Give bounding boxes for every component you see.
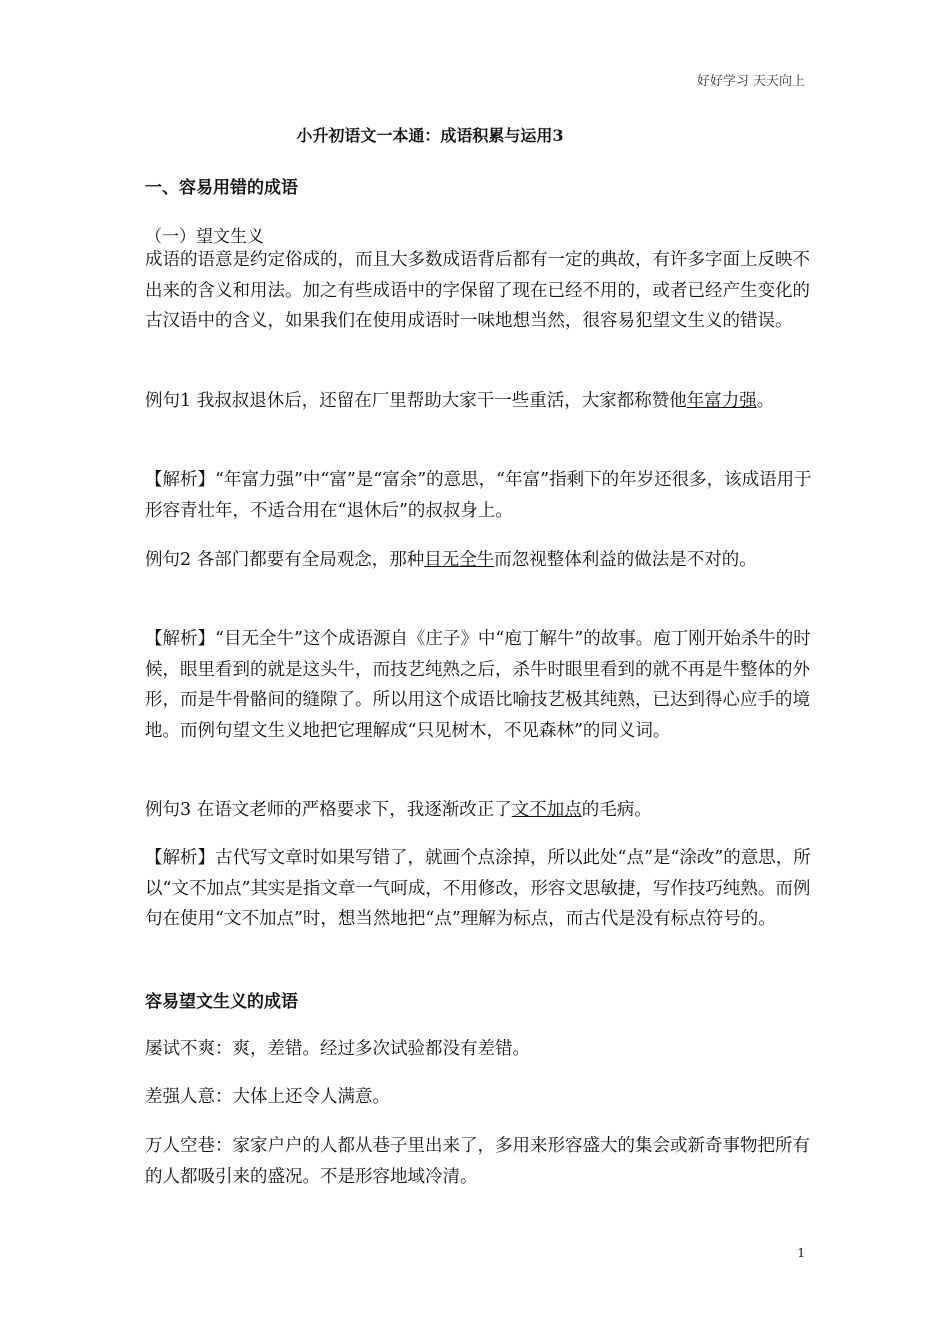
example-1-idiom: 年富力强 <box>686 391 757 411</box>
example-2-end: 而忽视整体利益的做法是不对的。 <box>494 550 757 570</box>
example-3 <box>145 795 815 826</box>
example-2 <box>145 545 815 576</box>
analysis-3: 【解析】古代写文章时如果写错了，就画个点涂掉，所以此处“点”是“涂改”的意思，所以“文不加点”其实是指文章一气呵成，不用修改，形容文思敏捷，写作技巧纯熟。而例句在使用“文不加点”时，想当然地把“点”理解为标点，而古代是没有标点符号的。 <box>145 848 811 929</box>
idiom-entry: 差强人意：大体上还令人满意。 <box>145 1087 390 1107</box>
example-3-idiom: 文不加点 <box>511 800 582 820</box>
analysis-2: 【解析】“目无全牛”这个成语源自《庄子》中“庖丁解牛”的故事。庖丁刚开始杀牛的时候，眼里看到的就是这头牛，而技艺纯熟之后，杀牛时眼里看到的就不再是牛整体的外形，而是牛骨骼间的缝隙了。所以用这个成语比喻技艺极其纯熟，已达到得心应手的境地。而例句望文生义地把它理解成“只见树木，不见森林”的同义词。 <box>145 629 811 741</box>
page-number: 1 <box>797 1246 805 1260</box>
analysis-1: 【解析】“年富力强”中“富”是“富余”的意思，“年富”指剩下的年岁还很多，该成语用于形容青壮年，不适合用在“退休后”的叔叔身上。 <box>145 470 812 521</box>
example-2-text: 例句2 各部门都要有全局观念，那种 <box>145 550 425 570</box>
page-header: 好好学习 天天向上 <box>696 74 805 89</box>
example-1 <box>145 386 815 417</box>
example-3-text: 例句3 在语文老师的严格要求下，我逐渐改正了 <box>145 800 512 820</box>
example-1-end: 。 <box>756 391 775 411</box>
subsection-heading: （一）望文生义 <box>145 227 264 247</box>
idiom-entry: 万人空巷：家家户户的人都从巷子里出来了，多用来形容盛大的集会或新奇事物把所有的人都吸引来的盛况。不是形容地域冷清。 <box>145 1136 810 1187</box>
idiom-entry: 屡试不爽：爽，差错。经过多次试验都没有差错。 <box>145 1039 530 1059</box>
example-3-end: 的毛病。 <box>581 800 652 820</box>
section-heading-idiom-list: 容易望文生义的成语 <box>145 992 298 1012</box>
example-1-text: 例句1 我叔叔退休后，还留在厂里帮助大家干一些重活，大家都称赞他 <box>145 391 687 411</box>
intro-paragraph: 成语的语意是约定俗成的，而且大多数成语背后都有一定的典故，有许多字面上反映不出来的含义和用法。加之有些成语中的字保留了现在已经不用的，或者已经产生变化的古汉语中的含义，如果我们在使用成语时一味地想当然，很容易犯望文生义的错误。 <box>145 250 810 331</box>
example-2-idiom: 目无全牛 <box>424 550 495 570</box>
section-heading-common-misuse: 一、容易用错的成语 <box>145 178 298 198</box>
document-title: 小升初语文一本通：成语积累与运用3 <box>296 126 564 145</box>
